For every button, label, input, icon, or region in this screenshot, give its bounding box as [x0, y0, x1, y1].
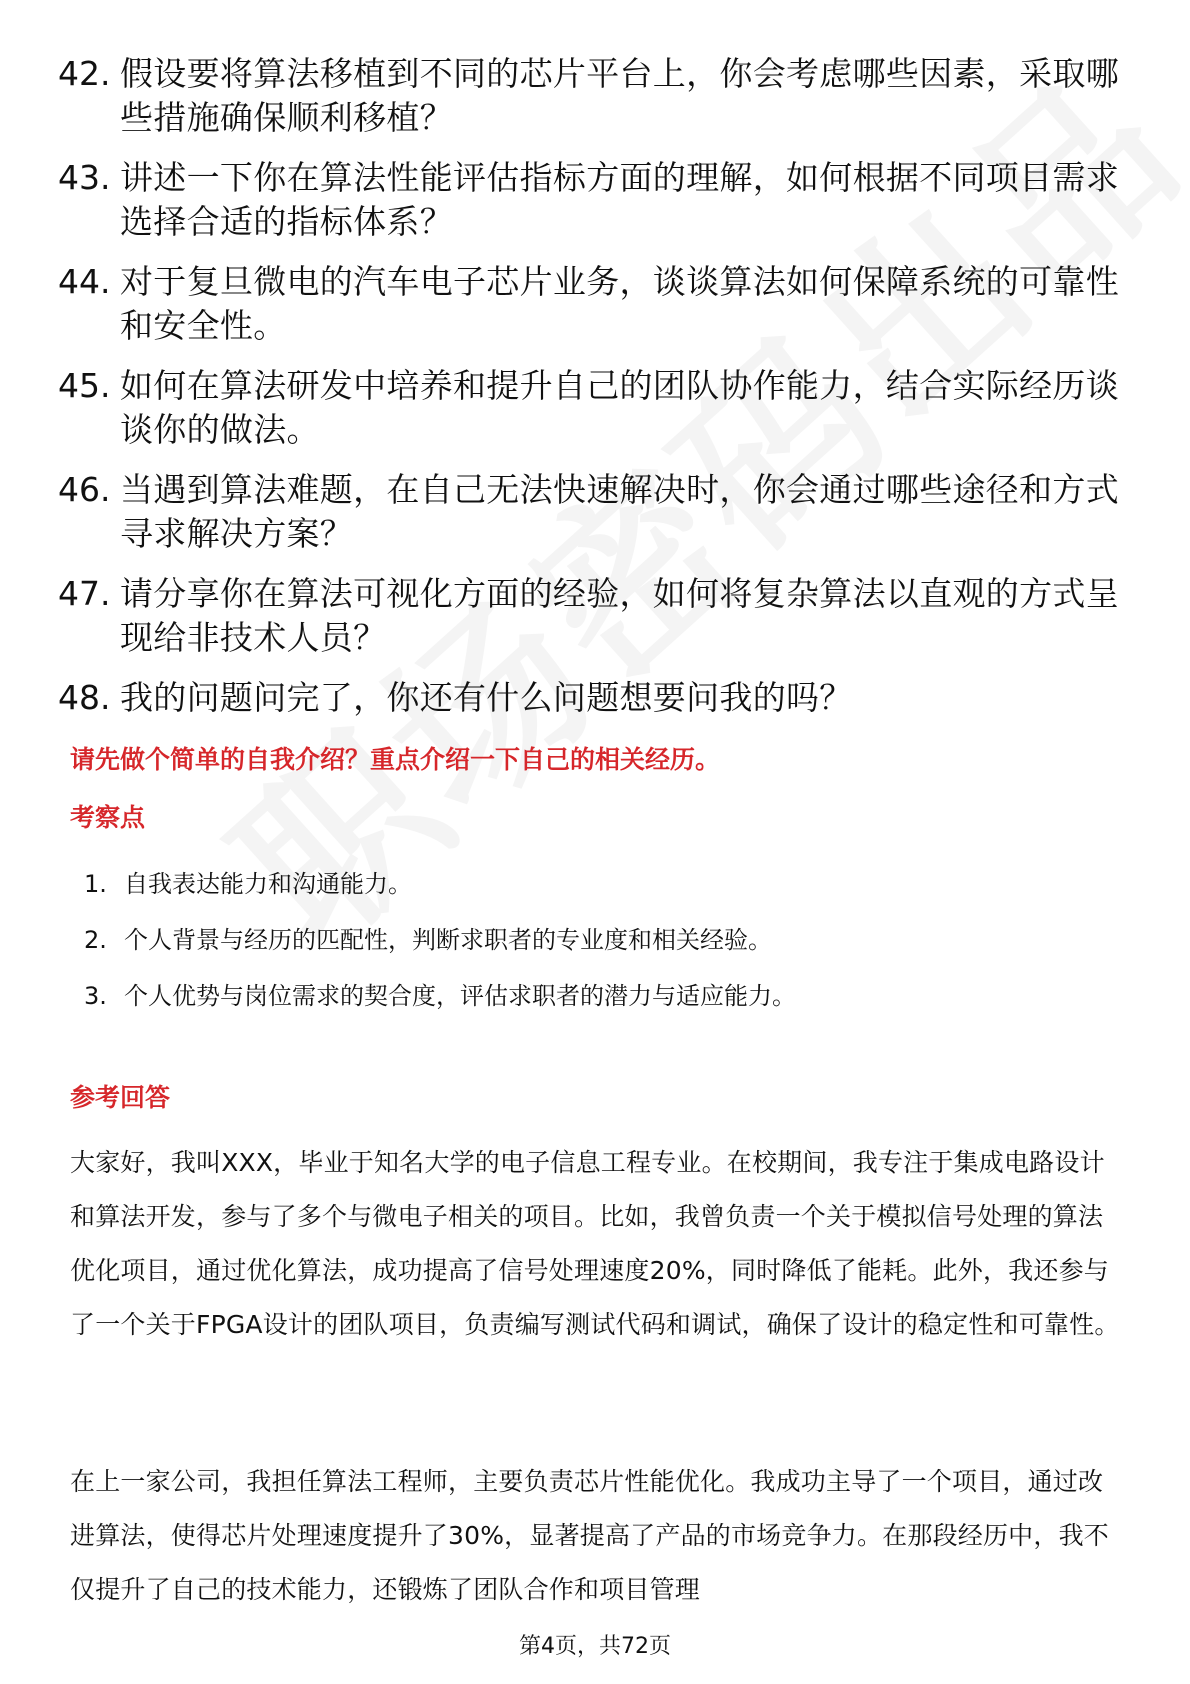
question-number: 48.: [58, 678, 111, 717]
point-number: 3.: [84, 982, 107, 1010]
question-number: 43.: [58, 158, 111, 197]
question-list: [58, 52, 1138, 736]
question-number: 42.: [58, 54, 111, 93]
question-item: [58, 676, 1138, 720]
section-heading: 请先做个简单的自我介绍？重点介绍一下自己的相关经历。: [70, 745, 721, 774]
question-item: [58, 52, 1138, 140]
question-text: 当遇到算法难题，在自己无法快速解决时，你会通过哪些途径和方式寻求解决方案？: [120, 470, 1119, 553]
question-text: 讲述一下你在算法性能评估指标方面的理解，如何根据不同项目需求选择合适的指标体系？: [120, 158, 1119, 241]
question-item: [58, 468, 1138, 556]
answer-paragraph: 大家好，我叫XXX，毕业于知名大学的电子信息工程专业。在校期间，我专注于集成电路设计和算法开发，参与了多个与微电子相关的项目。比如，我曾负责一个关于模拟信号处理的算法优化项目，通过优化算法，成功提高了信号处理速度20%，同时降低了能耗。此外，我还参与了一个关于FPGA设计的团队项目，负责编写测试代码和调试，确保了设计的稳定性和可靠性。: [70, 1148, 1120, 1339]
question-item: [58, 260, 1138, 348]
question-number: 47.: [58, 574, 111, 613]
question-item: [58, 572, 1138, 660]
page-footer: 第4页，共72页: [519, 1634, 671, 1659]
inspection-point: [84, 866, 796, 902]
point-number: 2.: [84, 926, 107, 954]
question-text: 如何在算法研发中培养和提升自己的团队协作能力，结合实际经历谈谈你的做法。: [120, 366, 1119, 449]
question-item: [58, 364, 1138, 452]
question-number: 44.: [58, 262, 111, 301]
inspection-points-heading: 考察点: [70, 803, 146, 832]
reference-answer-heading: 参考回答: [70, 1083, 171, 1112]
inspection-point: [84, 922, 796, 958]
question-item: [58, 156, 1138, 244]
inspection-point: [84, 978, 796, 1014]
answer-paragraph: 在上一家公司，我担任算法工程师，主要负责芯片性能优化。我成功主导了一个项目，通过改进算法，使得芯片处理速度提升了30%，显著提高了产品的市场竞争力。在那段经历中，我不仅提升了自己的技术能力，还锻炼了团队合作和项目管理: [70, 1467, 1109, 1604]
question-text: 请分享你在算法可视化方面的经验，如何将复杂算法以直观的方式呈现给非技术人员？: [120, 574, 1119, 657]
point-text: 个人背景与经历的匹配性，判断求职者的专业度和相关经验。: [124, 926, 772, 954]
question-text: 假设要将算法移植到不同的芯片平台上，你会考虑哪些因素，采取哪些措施确保顺利移植？: [120, 54, 1119, 137]
question-text: 我的问题问完了，你还有什么问题想要问我的吗？: [120, 678, 853, 717]
point-text: 自我表达能力和沟通能力。: [124, 870, 412, 898]
point-text: 个人优势与岗位需求的契合度，评估求职者的潜力与适应能力。: [124, 982, 796, 1010]
inspection-points-list: [84, 866, 796, 1034]
question-number: 46.: [58, 470, 111, 509]
question-number: 45.: [58, 366, 111, 405]
question-text: 对于复旦微电的汽车电子芯片业务，谈谈算法如何保障系统的可靠性和安全性。: [120, 262, 1119, 345]
point-number: 1.: [84, 870, 107, 898]
